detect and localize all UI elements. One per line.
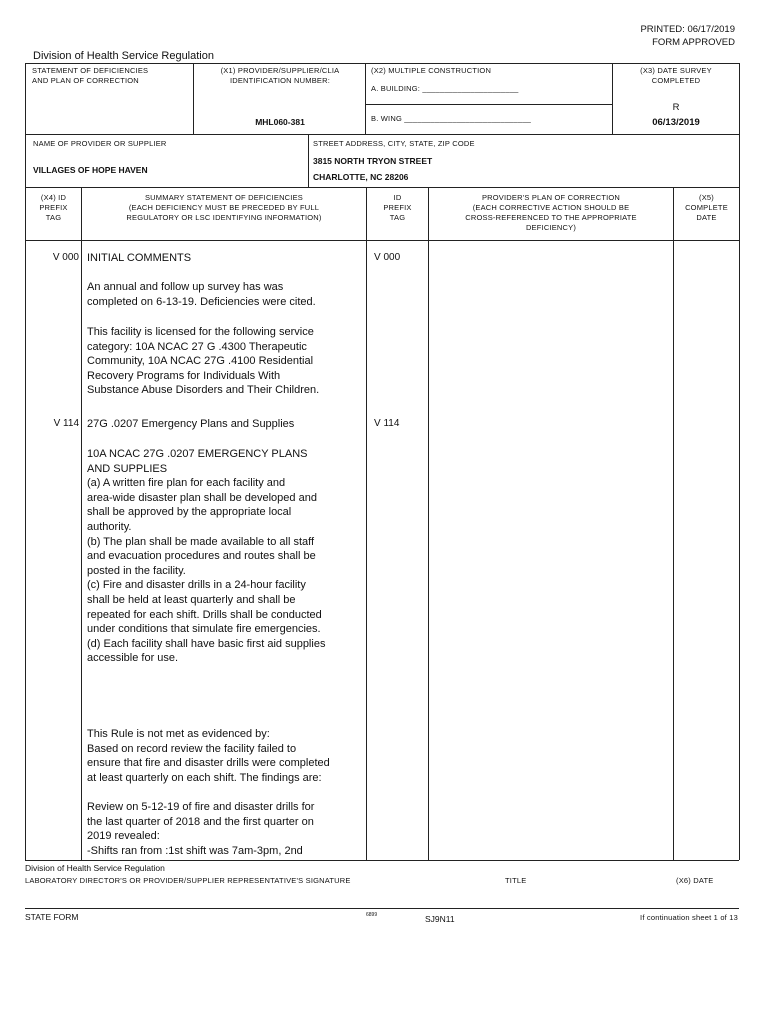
x2-label: (X2) MULTIPLE CONSTRUCTION <box>371 66 492 75</box>
footer-agency: Division of Health Service Regulation <box>25 863 165 873</box>
form-right-border <box>739 63 740 860</box>
entry-tag: V 114 <box>53 418 79 429</box>
x3-date: 06/13/2019 <box>652 117 700 128</box>
form-left-border <box>25 63 26 860</box>
form-approved: FORM APPROVED <box>652 37 735 48</box>
divider <box>25 187 739 188</box>
address-line-1: 3815 NORTH TRYON STREET <box>313 156 433 166</box>
divider <box>366 187 367 860</box>
x3-label: (X3) DATE SURVEY COMPLETED <box>640 66 712 85</box>
printed-date: PRINTED: 06/17/2019 <box>640 24 735 35</box>
address-label: STREET ADDRESS, CITY, STATE, ZIP CODE <box>313 139 475 148</box>
x6-date-label: (X6) DATE <box>676 876 714 885</box>
entry-paragraph: This Rule is not met as evidenced by: Based on record review the facility failed to ensure that fire and disaster drills were completed at least quarterly on each shift. The findings are: <box>87 728 330 784</box>
col-x5-header: (X5) COMPLETE DATE <box>685 193 728 222</box>
title-label: TITLE <box>505 876 527 885</box>
entry-paragraph: 10A NCAC 27G .0207 EMERGENCY PLANS AND SUPPLIES (a) A written fire plan for each facility and area-wide disaster plan shall be developed and shall be approved by the appropriate local authority. (b) The plan shall be made available to all staff and evacuation procedures and routes shall be posted in the facility. (c) Fire and disaster drills in a 24-hour facility shall be held at least quarterly and shall be repeated for each shift. Drills shall be conducted under conditions that simulate fire emergencies. (d) Each facility shall have basic first aid supplies accessible for use. <box>87 448 326 665</box>
entry-paragraph: Review on 5-12-19 of fire and disaster drills for the last quarter of 2018 and the first quarter on 2019 revealed: -Shifts ran from :1st shift was 7am-3pm, 2nd <box>87 801 315 857</box>
building-field: A. BUILDING: ______________________ <box>371 84 519 93</box>
divider <box>612 63 613 134</box>
entry-title: 27G .0207 Emergency Plans and Supplies <box>87 418 295 430</box>
entry-paragraph: This facility is licensed for the following service category: 10A NCAC 27 G .4300 Therapeutic Community, 10A NCAC 27G .4100 Residential Recovery Programs for Individuals With Substance Abuse Disorders and Their Children. <box>87 326 320 397</box>
provider-name-label: NAME OF PROVIDER OR SUPPLIER <box>33 139 167 148</box>
x1-label: (X1) PROVIDER/SUPPLIER/CLIA IDENTIFICATION NUMBER: <box>220 66 340 85</box>
form-number: 6899 <box>366 912 378 918</box>
divider <box>25 134 739 135</box>
continuation-sheet: If continuation sheet 1 of 13 <box>640 913 738 922</box>
col-x4-header: (X4) ID PREFIX TAG <box>39 193 68 222</box>
divider <box>25 240 739 241</box>
signature-label: LABORATORY DIRECTOR'S OR PROVIDER/SUPPLIER REPRESENTATIVE'S SIGNATURE <box>25 876 351 885</box>
provider-name: VILLAGES OF HOPE HAVEN <box>33 165 148 175</box>
entry-id-tag: V 000 <box>374 252 401 263</box>
divider <box>308 134 309 187</box>
col-summary-header: SUMMARY STATEMENT OF DEFICIENCIES (EACH DEFICIENCY MUST BE PRECEDED BY FULL REGULATORY OR LSC IDENTIFYING INFORMATION) <box>126 193 322 222</box>
divider <box>673 187 674 860</box>
statement-label: STATEMENT OF DEFICIENCIES AND PLAN OF CORRECTION <box>32 66 149 85</box>
entry-paragraph: An annual and follow up survey has was completed on 6-13-19. Deficiencies were cited. <box>87 281 316 308</box>
entry-tag: V 000 <box>52 252 79 263</box>
col-plan-header: PROVIDER'S PLAN OF CORRECTION (EACH CORRECTIVE ACTION SHOULD BE CROSS-REFERENCED TO THE APPROPRIATE DEFICIENCY) <box>465 193 637 232</box>
form-top-border <box>25 63 739 64</box>
divider <box>25 908 739 909</box>
divider <box>428 187 429 860</box>
x3-code: R <box>672 102 680 113</box>
agency-name: Division of Health Service Regulation <box>33 50 214 62</box>
divider <box>366 104 612 105</box>
wing-field: B. WING _____________________________ <box>371 114 532 123</box>
divider <box>365 63 366 134</box>
divider <box>193 63 194 134</box>
event-id: SJ9N11 <box>425 914 455 924</box>
form-bottom-border <box>25 860 739 861</box>
entry-id-tag: V 114 <box>374 418 400 429</box>
address-line-2: CHARLOTTE, NC 28206 <box>313 172 409 182</box>
x1-value: MHL060-381 <box>255 117 305 127</box>
divider <box>81 187 82 860</box>
state-form-label: STATE FORM <box>25 912 79 922</box>
entry-title: INITIAL COMMENTS <box>87 252 192 264</box>
col-id-header: ID PREFIX TAG <box>383 193 412 222</box>
